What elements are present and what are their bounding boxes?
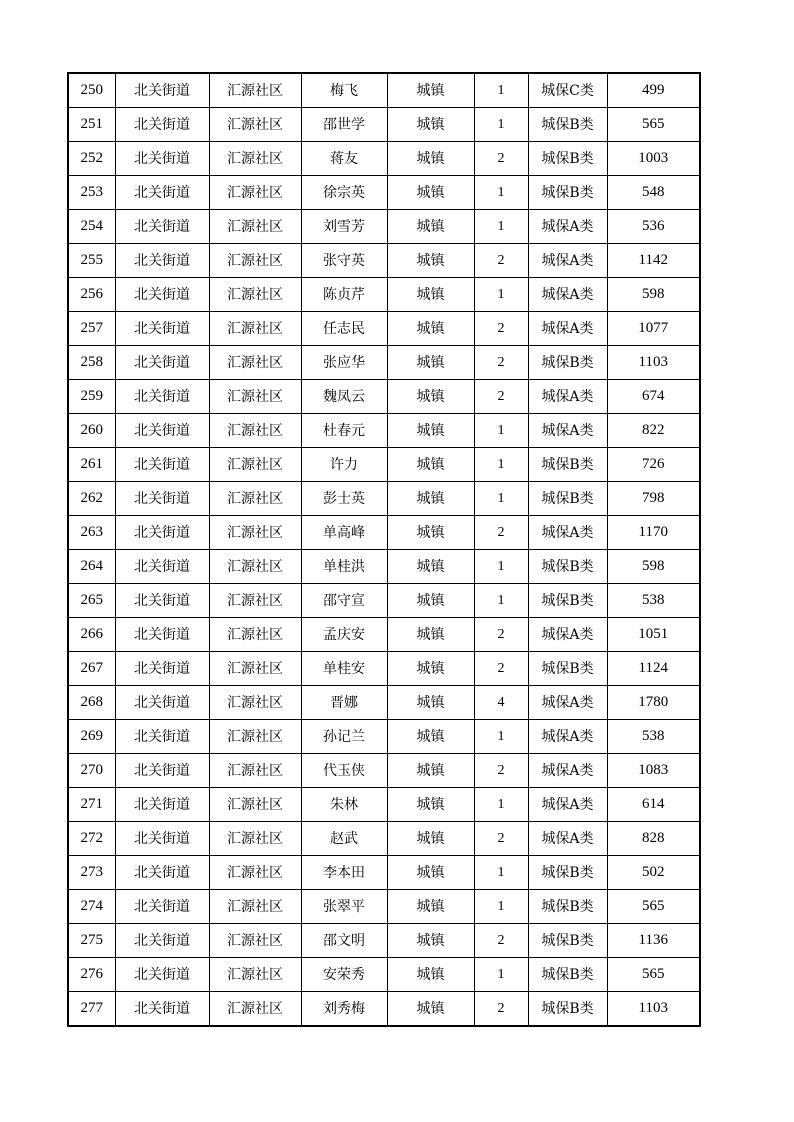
area-type-cell: 城镇 [387, 244, 474, 278]
aid-amount-cell: 1136 [607, 924, 700, 958]
person-name-cell: 晋娜 [301, 686, 387, 720]
area-type-cell: 城镇 [387, 686, 474, 720]
row-number-cell: 259 [68, 380, 115, 414]
community-name-cell: 汇源社区 [209, 142, 301, 176]
table-row [68, 516, 700, 550]
community-name-cell: 汇源社区 [209, 822, 301, 856]
household-members-cell: 2 [474, 346, 528, 380]
aid-amount-cell: 499 [607, 73, 700, 108]
household-members-cell: 1 [474, 856, 528, 890]
community-name-cell: 汇源社区 [209, 958, 301, 992]
row-number-cell: 276 [68, 958, 115, 992]
community-name-cell: 汇源社区 [209, 788, 301, 822]
community-name-cell: 汇源社区 [209, 482, 301, 516]
aid-amount-cell: 1083 [607, 754, 700, 788]
street-name-cell: 北关街道 [115, 108, 209, 142]
street-name-cell: 北关街道 [115, 754, 209, 788]
household-members-cell: 1 [474, 550, 528, 584]
table-row [68, 992, 700, 1027]
row-number-cell: 277 [68, 992, 115, 1027]
aid-amount-cell: 548 [607, 176, 700, 210]
aid-category-cell: 城保B类 [528, 550, 607, 584]
row-number-cell: 273 [68, 856, 115, 890]
household-members-cell: 1 [474, 482, 528, 516]
aid-category-cell: 城保A类 [528, 210, 607, 244]
area-type-cell: 城镇 [387, 958, 474, 992]
person-name-cell: 单高峰 [301, 516, 387, 550]
row-number-cell: 263 [68, 516, 115, 550]
street-name-cell: 北关街道 [115, 890, 209, 924]
street-name-cell: 北关街道 [115, 312, 209, 346]
household-members-cell: 2 [474, 244, 528, 278]
table-row [68, 108, 700, 142]
household-members-cell: 2 [474, 822, 528, 856]
aid-category-cell: 城保A类 [528, 244, 607, 278]
aid-category-cell: 城保A类 [528, 278, 607, 312]
area-type-cell: 城镇 [387, 584, 474, 618]
table-row [68, 550, 700, 584]
table-row [68, 686, 700, 720]
row-number-cell: 275 [68, 924, 115, 958]
area-type-cell: 城镇 [387, 176, 474, 210]
community-name-cell: 汇源社区 [209, 890, 301, 924]
person-name-cell: 邵文明 [301, 924, 387, 958]
aid-amount-cell: 1103 [607, 346, 700, 380]
aid-amount-cell: 1142 [607, 244, 700, 278]
row-number-cell: 252 [68, 142, 115, 176]
table-row [68, 890, 700, 924]
aid-category-cell: 城保B类 [528, 856, 607, 890]
street-name-cell: 北关街道 [115, 856, 209, 890]
household-members-cell: 1 [474, 448, 528, 482]
table-row [68, 856, 700, 890]
street-name-cell: 北关街道 [115, 176, 209, 210]
row-number-cell: 272 [68, 822, 115, 856]
person-name-cell: 孙记兰 [301, 720, 387, 754]
aid-amount-cell: 1051 [607, 618, 700, 652]
community-name-cell: 汇源社区 [209, 924, 301, 958]
table-row [68, 312, 700, 346]
table-row [68, 380, 700, 414]
table-row [68, 788, 700, 822]
street-name-cell: 北关街道 [115, 380, 209, 414]
area-type-cell: 城镇 [387, 652, 474, 686]
household-members-cell: 2 [474, 312, 528, 346]
row-number-cell: 257 [68, 312, 115, 346]
person-name-cell: 邵世学 [301, 108, 387, 142]
row-number-cell: 265 [68, 584, 115, 618]
household-members-cell: 4 [474, 686, 528, 720]
person-name-cell: 梅飞 [301, 73, 387, 108]
table-row [68, 448, 700, 482]
street-name-cell: 北关街道 [115, 244, 209, 278]
table-row [68, 924, 700, 958]
area-type-cell: 城镇 [387, 550, 474, 584]
table-row [68, 414, 700, 448]
aid-category-cell: 城保B类 [528, 924, 607, 958]
aid-category-cell: 城保B类 [528, 584, 607, 618]
table-row [68, 822, 700, 856]
person-name-cell: 张应华 [301, 346, 387, 380]
street-name-cell: 北关街道 [115, 482, 209, 516]
household-members-cell: 2 [474, 924, 528, 958]
household-members-cell: 1 [474, 788, 528, 822]
street-name-cell: 北关街道 [115, 414, 209, 448]
aid-category-cell: 城保A类 [528, 754, 607, 788]
household-members-cell: 1 [474, 958, 528, 992]
person-name-cell: 孟庆安 [301, 618, 387, 652]
household-members-cell: 1 [474, 584, 528, 618]
aid-category-cell: 城保B类 [528, 346, 607, 380]
aid-category-cell: 城保B类 [528, 890, 607, 924]
table-row [68, 754, 700, 788]
street-name-cell: 北关街道 [115, 822, 209, 856]
aid-amount-cell: 1170 [607, 516, 700, 550]
aid-amount-cell: 1124 [607, 652, 700, 686]
household-members-cell: 1 [474, 890, 528, 924]
community-name-cell: 汇源社区 [209, 448, 301, 482]
row-number-cell: 255 [68, 244, 115, 278]
person-name-cell: 刘秀梅 [301, 992, 387, 1027]
row-number-cell: 271 [68, 788, 115, 822]
person-name-cell: 许力 [301, 448, 387, 482]
community-name-cell: 汇源社区 [209, 550, 301, 584]
aid-amount-cell: 1003 [607, 142, 700, 176]
area-type-cell: 城镇 [387, 754, 474, 788]
household-members-cell: 2 [474, 754, 528, 788]
household-members-cell: 2 [474, 516, 528, 550]
aid-amount-cell: 674 [607, 380, 700, 414]
community-name-cell: 汇源社区 [209, 414, 301, 448]
aid-category-cell: 城保A类 [528, 686, 607, 720]
table-row [68, 482, 700, 516]
row-number-cell: 251 [68, 108, 115, 142]
community-name-cell: 汇源社区 [209, 73, 301, 108]
table-row [68, 142, 700, 176]
person-name-cell: 徐宗英 [301, 176, 387, 210]
street-name-cell: 北关街道 [115, 958, 209, 992]
person-name-cell: 安荣秀 [301, 958, 387, 992]
row-number-cell: 260 [68, 414, 115, 448]
table-row [68, 210, 700, 244]
community-name-cell: 汇源社区 [209, 380, 301, 414]
aid-amount-cell: 536 [607, 210, 700, 244]
household-members-cell: 2 [474, 618, 528, 652]
row-number-cell: 268 [68, 686, 115, 720]
household-members-cell: 1 [474, 108, 528, 142]
household-members-cell: 2 [474, 652, 528, 686]
aid-category-cell: 城保A类 [528, 414, 607, 448]
street-name-cell: 北关街道 [115, 142, 209, 176]
household-members-cell: 1 [474, 720, 528, 754]
aid-category-cell: 城保A类 [528, 720, 607, 754]
aid-category-cell: 城保C类 [528, 73, 607, 108]
community-name-cell: 汇源社区 [209, 584, 301, 618]
person-name-cell: 彭士英 [301, 482, 387, 516]
table-row [68, 176, 700, 210]
street-name-cell: 北关街道 [115, 652, 209, 686]
aid-category-cell: 城保B类 [528, 482, 607, 516]
aid-amount-cell: 565 [607, 890, 700, 924]
table-row [68, 958, 700, 992]
table-row [68, 346, 700, 380]
person-name-cell: 魏凤云 [301, 380, 387, 414]
community-name-cell: 汇源社区 [209, 346, 301, 380]
person-name-cell: 刘雪芳 [301, 210, 387, 244]
area-type-cell: 城镇 [387, 73, 474, 108]
community-name-cell: 汇源社区 [209, 720, 301, 754]
household-members-cell: 1 [474, 210, 528, 244]
area-type-cell: 城镇 [387, 312, 474, 346]
person-name-cell: 陈贞芹 [301, 278, 387, 312]
street-name-cell: 北关街道 [115, 720, 209, 754]
street-name-cell: 北关街道 [115, 210, 209, 244]
household-members-cell: 2 [474, 992, 528, 1027]
row-number-cell: 250 [68, 73, 115, 108]
person-name-cell: 杜春元 [301, 414, 387, 448]
street-name-cell: 北关街道 [115, 686, 209, 720]
area-type-cell: 城镇 [387, 414, 474, 448]
table-row [68, 652, 700, 686]
area-type-cell: 城镇 [387, 822, 474, 856]
aid-category-cell: 城保A类 [528, 380, 607, 414]
area-type-cell: 城镇 [387, 788, 474, 822]
aid-category-cell: 城保A类 [528, 516, 607, 550]
household-members-cell: 2 [474, 380, 528, 414]
row-number-cell: 274 [68, 890, 115, 924]
table-row [68, 720, 700, 754]
street-name-cell: 北关街道 [115, 73, 209, 108]
person-name-cell: 张守英 [301, 244, 387, 278]
community-name-cell: 汇源社区 [209, 516, 301, 550]
street-name-cell: 北关街道 [115, 924, 209, 958]
person-name-cell: 李本田 [301, 856, 387, 890]
person-name-cell: 单桂安 [301, 652, 387, 686]
street-name-cell: 北关街道 [115, 584, 209, 618]
aid-amount-cell: 538 [607, 720, 700, 754]
area-type-cell: 城镇 [387, 108, 474, 142]
row-number-cell: 253 [68, 176, 115, 210]
row-number-cell: 254 [68, 210, 115, 244]
person-name-cell: 任志民 [301, 312, 387, 346]
person-name-cell: 单桂洪 [301, 550, 387, 584]
aid-amount-cell: 598 [607, 278, 700, 312]
aid-amount-cell: 1077 [607, 312, 700, 346]
roster-table [67, 72, 701, 1027]
aid-amount-cell: 1103 [607, 992, 700, 1027]
aid-amount-cell: 726 [607, 448, 700, 482]
aid-amount-cell: 1780 [607, 686, 700, 720]
area-type-cell: 城镇 [387, 618, 474, 652]
area-type-cell: 城镇 [387, 346, 474, 380]
row-number-cell: 266 [68, 618, 115, 652]
area-type-cell: 城镇 [387, 890, 474, 924]
aid-amount-cell: 798 [607, 482, 700, 516]
area-type-cell: 城镇 [387, 142, 474, 176]
area-type-cell: 城镇 [387, 856, 474, 890]
aid-amount-cell: 828 [607, 822, 700, 856]
aid-amount-cell: 822 [607, 414, 700, 448]
table-row [68, 278, 700, 312]
community-name-cell: 汇源社区 [209, 856, 301, 890]
aid-amount-cell: 565 [607, 958, 700, 992]
area-type-cell: 城镇 [387, 516, 474, 550]
street-name-cell: 北关街道 [115, 618, 209, 652]
community-name-cell: 汇源社区 [209, 108, 301, 142]
area-type-cell: 城镇 [387, 924, 474, 958]
community-name-cell: 汇源社区 [209, 278, 301, 312]
aid-category-cell: 城保A类 [528, 822, 607, 856]
person-name-cell: 代玉侠 [301, 754, 387, 788]
row-number-cell: 262 [68, 482, 115, 516]
street-name-cell: 北关街道 [115, 346, 209, 380]
roster-body [68, 73, 700, 1026]
community-name-cell: 汇源社区 [209, 244, 301, 278]
aid-amount-cell: 538 [607, 584, 700, 618]
aid-category-cell: 城保B类 [528, 992, 607, 1027]
community-name-cell: 汇源社区 [209, 754, 301, 788]
row-number-cell: 269 [68, 720, 115, 754]
street-name-cell: 北关街道 [115, 992, 209, 1027]
household-members-cell: 1 [474, 414, 528, 448]
aid-category-cell: 城保B类 [528, 108, 607, 142]
aid-amount-cell: 502 [607, 856, 700, 890]
aid-category-cell: 城保A类 [528, 312, 607, 346]
area-type-cell: 城镇 [387, 210, 474, 244]
area-type-cell: 城镇 [387, 380, 474, 414]
person-name-cell: 蒋友 [301, 142, 387, 176]
household-members-cell: 1 [474, 278, 528, 312]
table-row [68, 244, 700, 278]
aid-category-cell: 城保A类 [528, 788, 607, 822]
table-row [68, 618, 700, 652]
community-name-cell: 汇源社区 [209, 210, 301, 244]
community-name-cell: 汇源社区 [209, 686, 301, 720]
aid-amount-cell: 598 [607, 550, 700, 584]
person-name-cell: 朱林 [301, 788, 387, 822]
row-number-cell: 261 [68, 448, 115, 482]
aid-category-cell: 城保A类 [528, 618, 607, 652]
aid-category-cell: 城保B类 [528, 652, 607, 686]
street-name-cell: 北关街道 [115, 278, 209, 312]
person-name-cell: 张翠平 [301, 890, 387, 924]
street-name-cell: 北关街道 [115, 516, 209, 550]
aid-category-cell: 城保B类 [528, 176, 607, 210]
community-name-cell: 汇源社区 [209, 312, 301, 346]
area-type-cell: 城镇 [387, 992, 474, 1027]
household-members-cell: 1 [474, 73, 528, 108]
household-members-cell: 2 [474, 142, 528, 176]
community-name-cell: 汇源社区 [209, 618, 301, 652]
aid-category-cell: 城保B类 [528, 142, 607, 176]
table-row [68, 73, 700, 108]
area-type-cell: 城镇 [387, 720, 474, 754]
table-row [68, 584, 700, 618]
row-number-cell: 270 [68, 754, 115, 788]
household-members-cell: 1 [474, 176, 528, 210]
area-type-cell: 城镇 [387, 278, 474, 312]
aid-category-cell: 城保B类 [528, 958, 607, 992]
aid-category-cell: 城保B类 [528, 448, 607, 482]
row-number-cell: 258 [68, 346, 115, 380]
street-name-cell: 北关街道 [115, 448, 209, 482]
area-type-cell: 城镇 [387, 482, 474, 516]
area-type-cell: 城镇 [387, 448, 474, 482]
row-number-cell: 267 [68, 652, 115, 686]
row-number-cell: 256 [68, 278, 115, 312]
street-name-cell: 北关街道 [115, 788, 209, 822]
aid-amount-cell: 614 [607, 788, 700, 822]
aid-amount-cell: 565 [607, 108, 700, 142]
person-name-cell: 邵守宣 [301, 584, 387, 618]
row-number-cell: 264 [68, 550, 115, 584]
person-name-cell: 赵武 [301, 822, 387, 856]
community-name-cell: 汇源社区 [209, 992, 301, 1027]
community-name-cell: 汇源社区 [209, 176, 301, 210]
street-name-cell: 北关街道 [115, 550, 209, 584]
community-name-cell: 汇源社区 [209, 652, 301, 686]
